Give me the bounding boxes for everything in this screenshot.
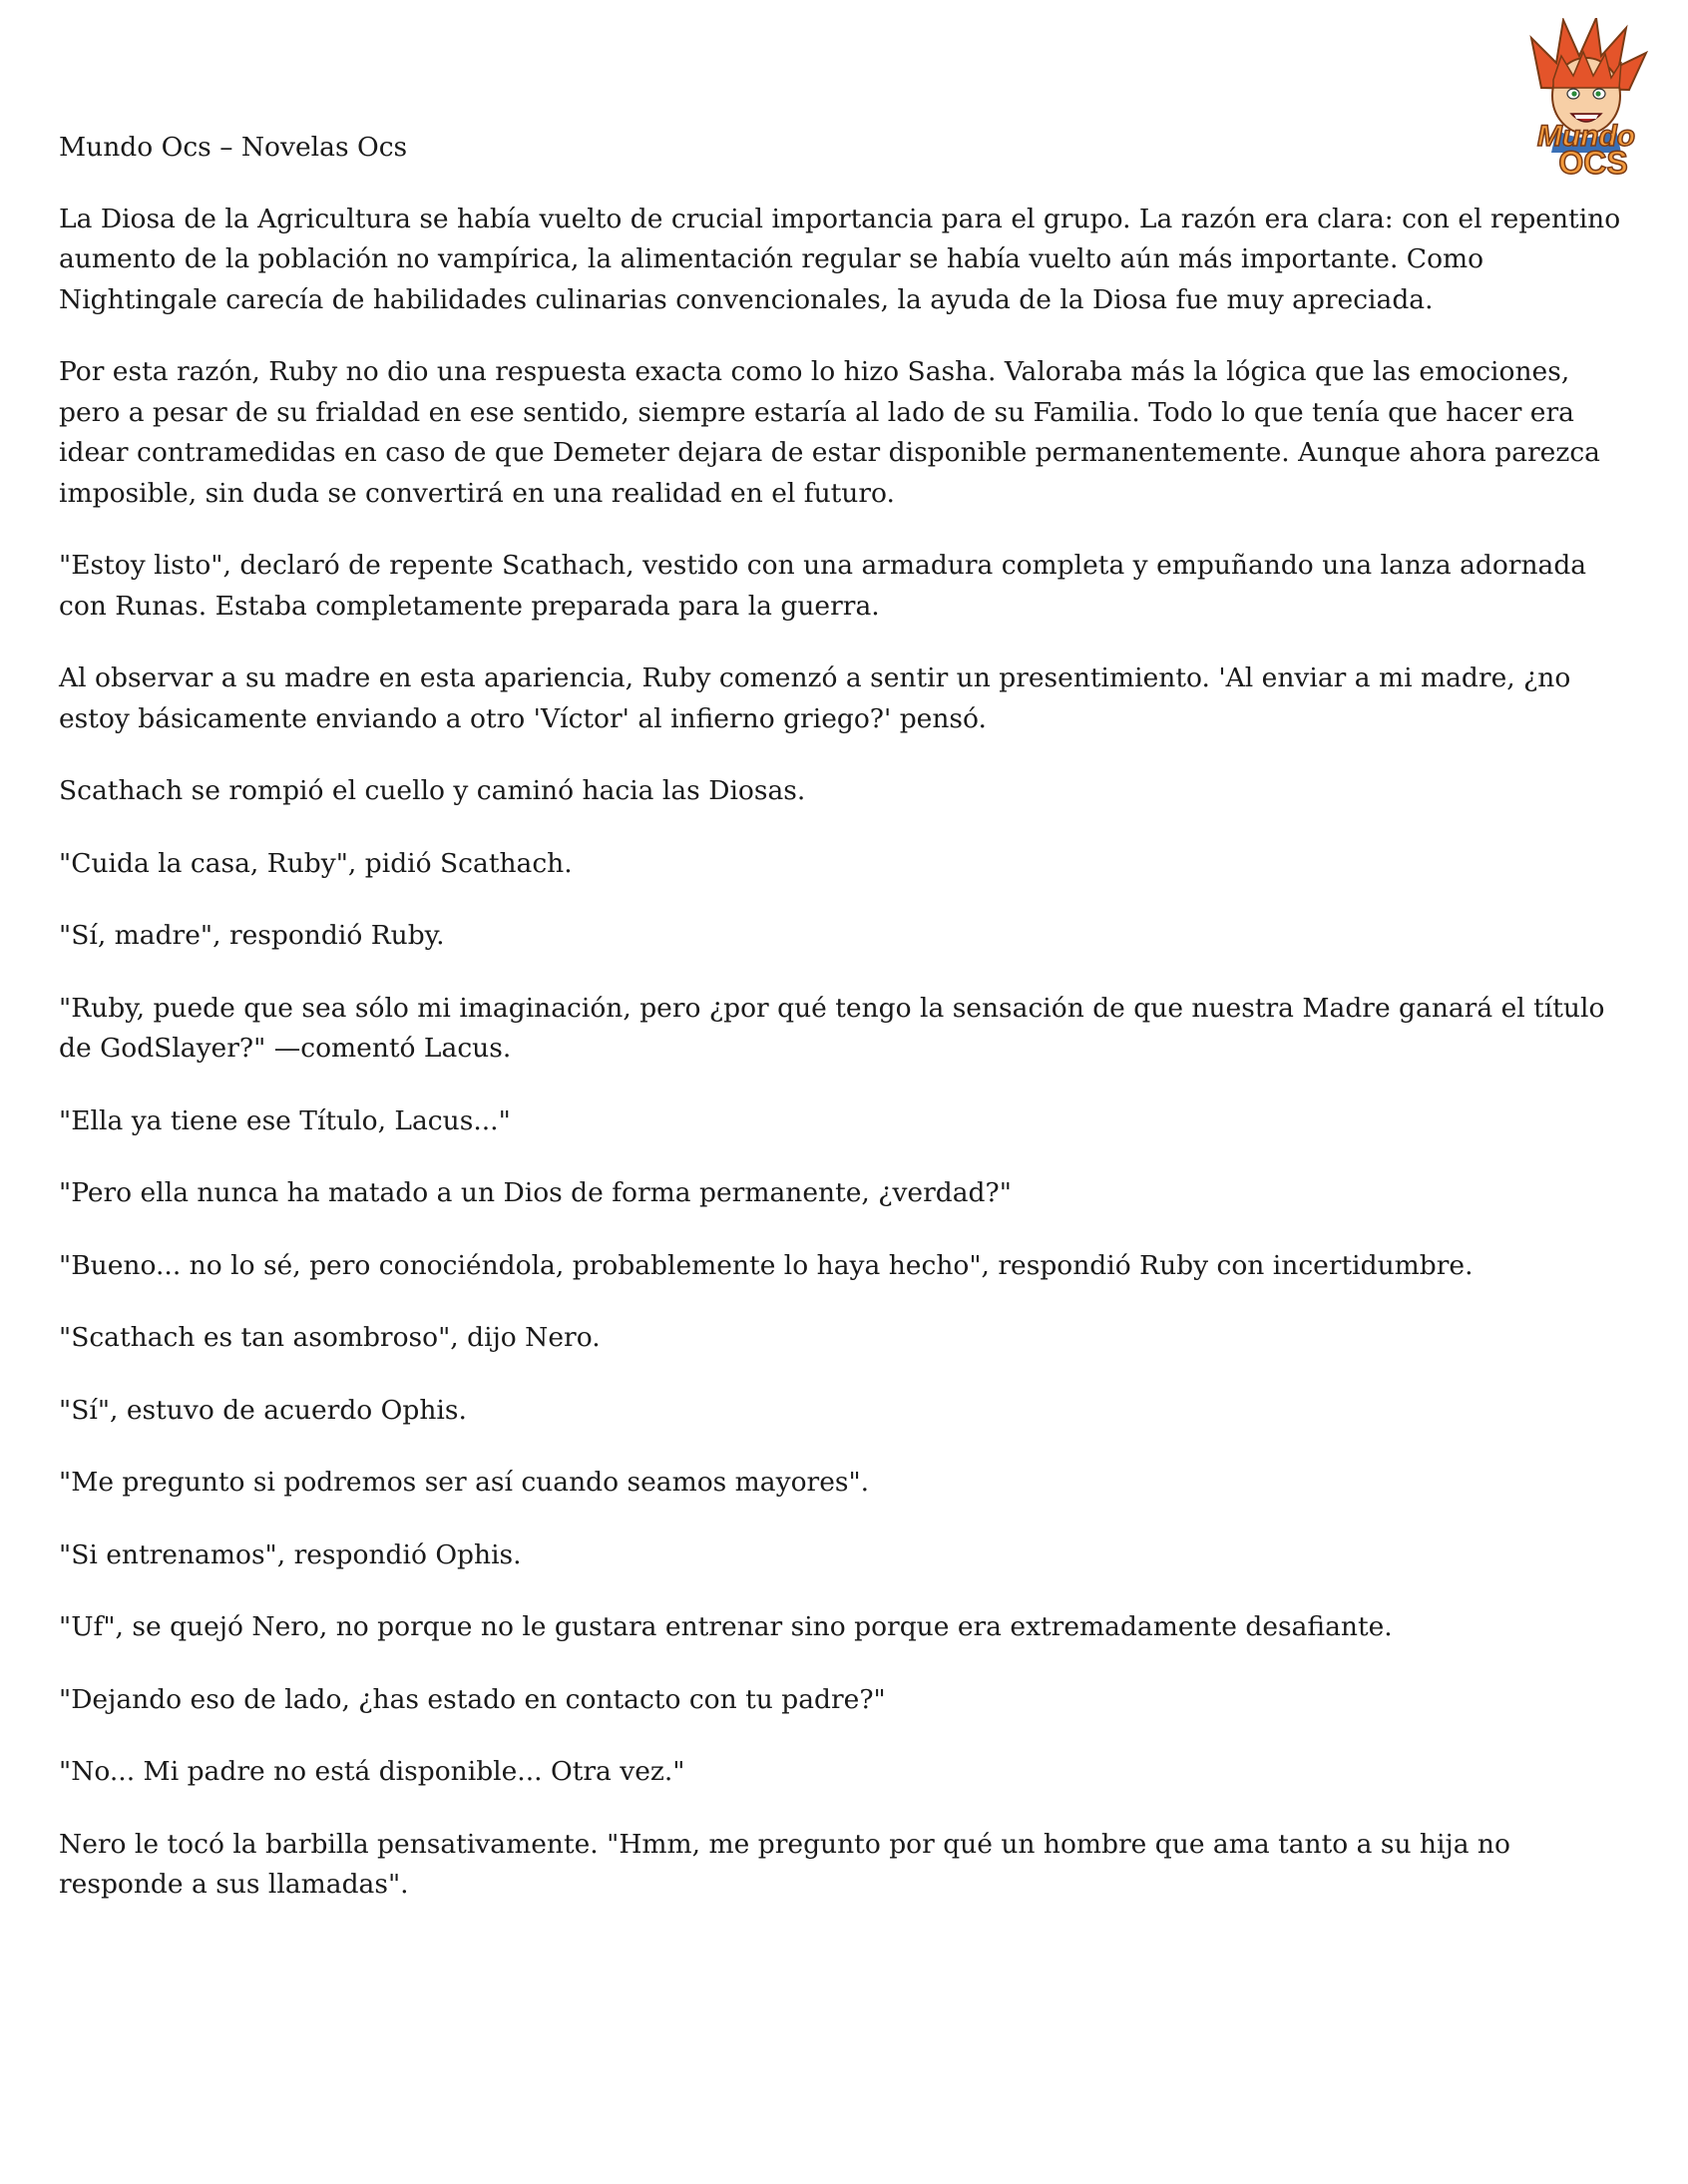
paragraph: "Cuida la casa, Ruby", pidió Scathach. <box>59 847 573 879</box>
paragraph: Por esta razón, Ruby no dio una respuesta exacta como lo hizo Sasha. Valoraba más la lógica que las emociones, pero a pesar de su frialdad en ese sentido, siempre estaría al lado de su Familia. Todo lo que tenía que hacer era idear contramedidas en caso de que Demeter dejara de estar disponible permanentemente. Aunque ahora parezca imposible, sin duda se convertirá en una realidad en el futuro. <box>59 356 1600 509</box>
paragraph: Scathach se rompió el cuello y caminó hacia las Diosas. <box>59 775 806 806</box>
paragraph: "Ella ya tiene ese Título, Lacus..." <box>59 1104 511 1136</box>
paragraph: Al observar a su madre en esta apariencia, Ruby comenzó a sentir un presentimiento. 'Al enviar a mi madre, ¿no estoy básicamente enviando a otro 'Víctor' al infierno griego?' pensó. <box>59 662 1571 734</box>
paragraph: Nero le tocó la barbilla pensativamente. "Hmm, me pregunto por qué un hombre que ama tanto a su hija no responde a sus llamadas". <box>59 1828 1510 1900</box>
document-header: Mundo Ocs – Novelas Ocs <box>59 132 408 163</box>
document-body <box>59 128 1635 1938</box>
paragraph: La Diosa de la Agricultura se había vuelto de crucial importancia para el grupo. La razón era clara: con el repentino aumento de la población no vampírica, la alimentación regular se había vuelto aún más importante. Como Nightingale carecía de habilidades culinarias convencionales, la ayuda de la Diosa fue muy apreciada. <box>59 203 1621 315</box>
paragraph: "Sí", estuvo de acuerdo Ophis. <box>59 1394 467 1426</box>
paragraph: "Dejando eso de lado, ¿has estado en contacto con tu padre?" <box>59 1683 886 1715</box>
paragraph: "Pero ella nunca ha matado a un Dios de forma permanente, ¿verdad?" <box>59 1177 1012 1208</box>
paragraph: "Uf", se quejó Nero, no porque no le gustara entrenar sino porque era extremadamente desafiante. <box>59 1611 1393 1642</box>
paragraph: "Ruby, puede que sea sólo mi imaginación, pero ¿por qué tengo la sensación de que nuestra Madre ganará el título de GodSlayer?" —comentó Lacus. <box>59 992 1605 1064</box>
svg-text:OCS: OCS <box>1558 145 1628 178</box>
svg-text:Mundo: Mundo <box>1536 120 1636 153</box>
paragraph: "Estoy listo", declaró de repente Scathach, vestido con una armadura completa y empuñando una lanza adornada con Runas. Estaba completamente preparada para la guerra. <box>59 550 1587 622</box>
paragraph: "Me pregunto si podremos ser así cuando seamos mayores". <box>59 1467 870 1498</box>
paragraph: "Scathach es tan asombroso", dijo Nero. <box>59 1322 601 1353</box>
paragraph: "Bueno... no lo sé, pero conociéndola, probablemente lo haya hecho", respondió Ruby con incertidumbre. <box>59 1249 1474 1281</box>
paragraph: "No... Mi padre no está disponible... Otra vez." <box>59 1756 685 1787</box>
paragraph: "Si entrenamos", respondió Ophis. <box>59 1538 522 1570</box>
paragraph: "Sí, madre", respondió Ruby. <box>59 920 445 951</box>
